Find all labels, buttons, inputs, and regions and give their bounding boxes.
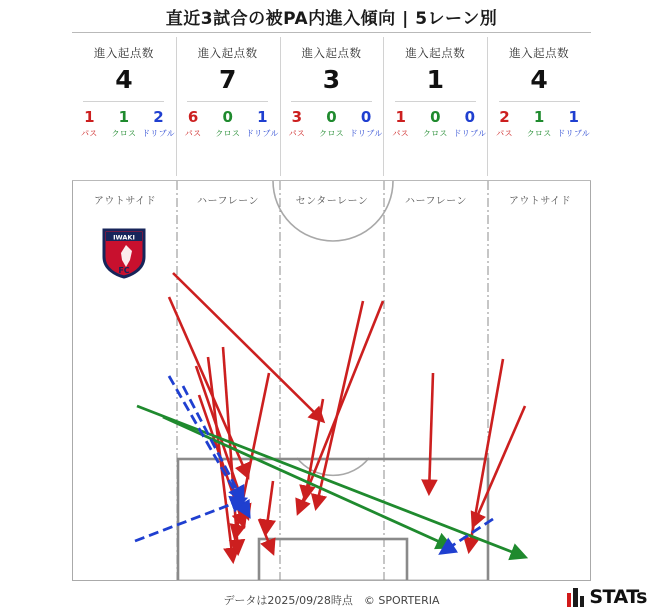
- lane-stat-column-5: [487, 33, 591, 180]
- breakdown-cross: [210, 109, 245, 139]
- breakdown-dribble-label: ドリブル: [245, 128, 279, 138]
- pass-arrow: [173, 273, 323, 421]
- stat-breakdown: [383, 109, 487, 139]
- stat-breakdown: [487, 109, 591, 139]
- breakdown-dribble-label: ドリブル: [142, 128, 175, 138]
- stat-total: 4: [530, 65, 548, 94]
- breakdown-pass-value: 2: [499, 108, 510, 126]
- breakdown-pass-label: パス: [184, 128, 202, 138]
- pass-arrow: [298, 301, 383, 513]
- breakdown-cross: [418, 109, 453, 139]
- lane-name-outside-left: アウトサイド: [93, 196, 157, 207]
- stats-logo: [567, 586, 647, 608]
- breakdown-pass-value: 1: [395, 108, 406, 126]
- breakdown-dribble-label: ドリブル: [453, 128, 487, 138]
- centre-circle-arc: [273, 181, 393, 241]
- breakdown-pass-label: パス: [392, 128, 409, 138]
- stats-logo-text: STATs: [589, 586, 647, 608]
- pass-arrow: [266, 481, 273, 533]
- goal-area-box: [259, 539, 407, 581]
- stat-label: 進入起点数: [93, 46, 154, 60]
- breakdown-pass-value: 3: [291, 108, 303, 126]
- page-title: 直近3試合の被PA内進入傾向 | 5レーン別: [165, 8, 498, 29]
- lane-name-outside-right: アウトサイド: [508, 196, 572, 207]
- breakdown-pass-label: パス: [288, 128, 306, 138]
- iwaki-fc-badge: [102, 227, 146, 279]
- dribble-arrows: [135, 376, 493, 553]
- stat-divider: [83, 101, 164, 102]
- dribble-arrow: [441, 519, 493, 553]
- stat-total: 3: [322, 65, 341, 94]
- lane-stat-column-4: [383, 33, 487, 180]
- footer-note: データは2025/09/28時点 © SPORTERIA: [223, 594, 440, 607]
- breakdown-dribble-value: 1: [568, 108, 579, 126]
- breakdown-cross-label: クロス: [111, 128, 137, 138]
- breakdown-pass: [383, 109, 418, 139]
- breakdown-cross: [522, 109, 557, 139]
- lane-stat-column-2: [176, 33, 280, 180]
- breakdown-pass: [176, 109, 211, 139]
- breakdown-dribble-value: 0: [464, 108, 476, 126]
- lane-stat-column-3: [280, 33, 384, 180]
- lane-name-halfspace-left: ハーフレーン: [197, 196, 259, 207]
- breakdown-cross-label: クロス: [319, 128, 344, 138]
- breakdown-dribble-value: 1: [257, 108, 268, 126]
- breakdown-dribble: [141, 109, 176, 139]
- breakdown-cross-label: クロス: [526, 128, 552, 138]
- lane-name-halfspace-right: ハーフレーン: [405, 196, 467, 207]
- stat-divider: [187, 101, 268, 102]
- stats-logo-mark: [567, 588, 584, 607]
- badge-bottom-text: FC: [118, 266, 130, 275]
- breakdown-cross-value: 0: [326, 108, 337, 126]
- cross-arrow: [163, 417, 451, 547]
- breakdown-dribble-value: 2: [153, 108, 164, 126]
- breakdown-pass-value: 6: [187, 108, 199, 126]
- breakdown-cross: [314, 109, 349, 139]
- stat-label: 進入起点数: [509, 46, 570, 60]
- pass-arrows: [169, 273, 525, 561]
- lane-stat-column-1: [72, 33, 176, 180]
- breakdown-pass-value: 1: [84, 108, 95, 126]
- breakdown-pass: [487, 109, 522, 139]
- stat-total: 7: [218, 65, 237, 94]
- stat-label: 進入起点数: [405, 46, 466, 60]
- breakdown-cross-value: 1: [118, 108, 130, 126]
- breakdown-cross-value: 0: [430, 108, 441, 126]
- stat-breakdown: [176, 109, 280, 139]
- breakdown-dribble-label: ドリブル: [557, 128, 591, 138]
- breakdown-dribble-label: ドリブル: [349, 128, 383, 138]
- stat-label: 進入起点数: [197, 46, 258, 60]
- breakdown-pass: [72, 109, 107, 139]
- page-title-bar: [0, 0, 663, 32]
- penalty-area-box: [178, 459, 488, 581]
- pitch-diagram: [72, 181, 591, 581]
- breakdown-dribble: [556, 109, 591, 139]
- pass-arrow: [429, 373, 433, 493]
- stat-total: 4: [115, 65, 133, 94]
- stat-divider: [395, 101, 476, 102]
- breakdown-cross-label: クロス: [215, 128, 241, 138]
- breakdown-pass: [280, 109, 315, 139]
- lane-name-center: センターレーン: [295, 196, 369, 207]
- stat-breakdown: [72, 109, 176, 139]
- breakdown-cross-value: 1: [533, 108, 545, 126]
- stat-label: 進入起点数: [301, 46, 362, 60]
- stat-total: 1: [426, 65, 444, 94]
- breakdown-dribble: [245, 109, 280, 139]
- stat-divider: [499, 101, 580, 102]
- pitch-svg: [73, 181, 591, 581]
- stat-divider: [291, 101, 372, 102]
- badge-top-text: IWAKI: [113, 233, 135, 242]
- breakdown-pass-label: パス: [496, 128, 513, 138]
- breakdown-dribble: [453, 109, 488, 139]
- pass-arrow: [473, 406, 525, 526]
- breakdown-cross-value: 0: [222, 108, 233, 126]
- breakdown-dribble: [349, 109, 384, 139]
- breakdown-cross-label: クロス: [422, 128, 448, 138]
- breakdown-cross: [107, 109, 142, 139]
- stat-breakdown: [280, 109, 384, 139]
- breakdown-pass-label: パス: [80, 128, 98, 138]
- breakdown-dribble-value: 0: [360, 108, 372, 126]
- lane-stats-band: [72, 33, 591, 180]
